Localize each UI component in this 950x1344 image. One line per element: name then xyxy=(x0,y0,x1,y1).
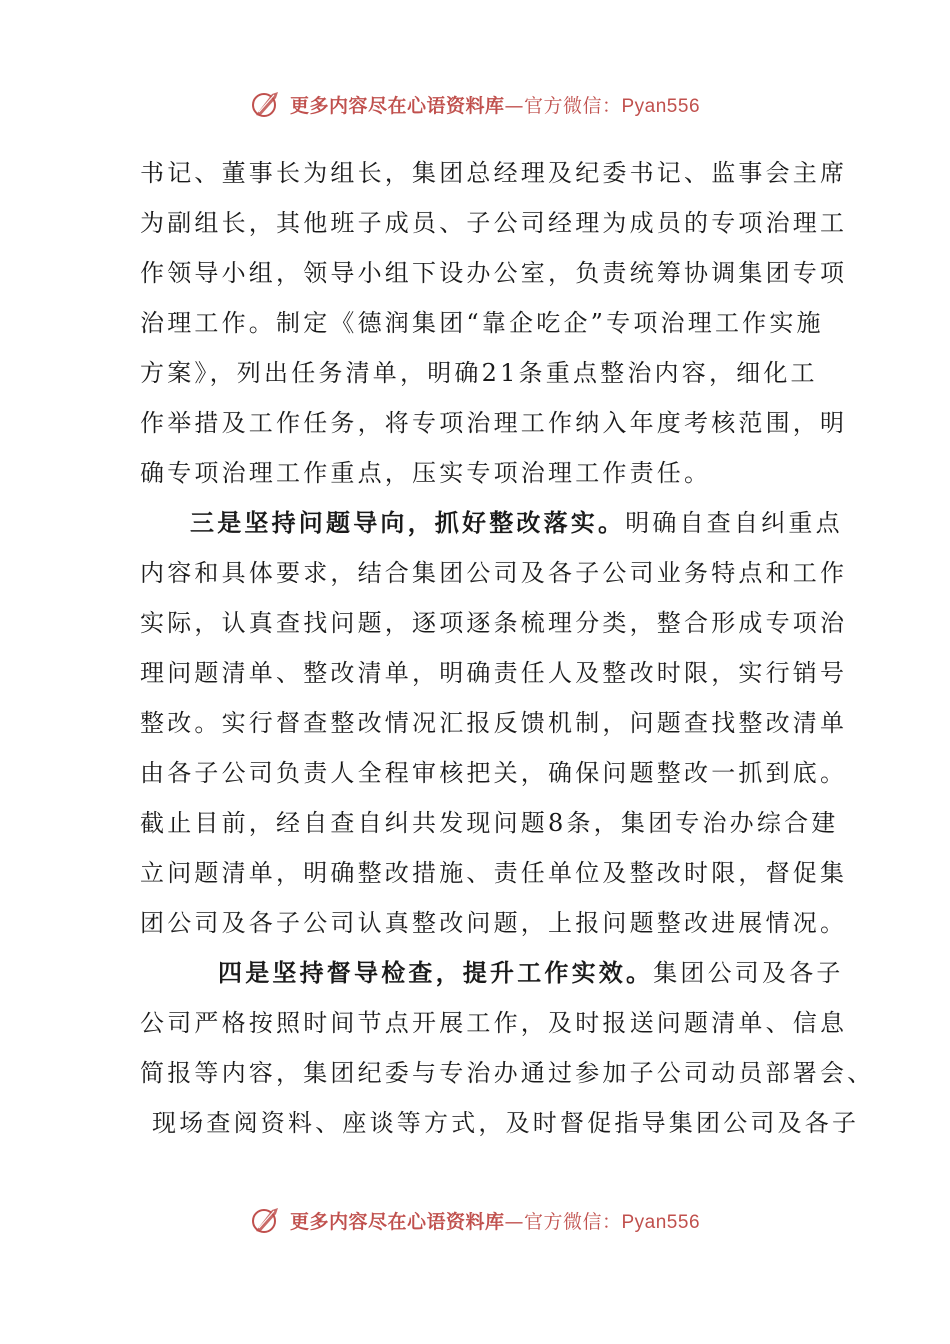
body-line-10: 实际，认真查找问题，逐项逐条梳理分类，整合形成专项治 xyxy=(140,609,848,637)
body-line-15: 立问题清单，明确整改措施、责任单位及整改时限，督促集 xyxy=(140,859,848,887)
watermark-contact-id: Pyan556 xyxy=(621,95,701,117)
body-line-3: 作领导小组，领导小组下设办公室，负责统筹协调集团专项 xyxy=(140,259,848,287)
watermark-separator: — xyxy=(504,94,524,117)
pen-quill-logo-icon xyxy=(250,88,282,120)
watermark-contact-id: Pyan556 xyxy=(621,1211,701,1233)
section-four-heading: 四是坚持督导检查，提升工作实效。 xyxy=(218,958,654,987)
body-line-5: 方案》，列出任务清单，明确21条重点整治内容，细化工 xyxy=(140,359,818,387)
body-line-9: 内容和具体要求，结合集团公司及各子公司业务特点和工作 xyxy=(140,559,848,587)
body-line-2: 为副组长，其他班子成员、子公司经理为成员的专项治理工 xyxy=(140,209,848,237)
body-line-18: 公司严格按照时间节点开展工作，及时报送问题清单、信息 xyxy=(140,1009,848,1037)
section-three-heading-line: 三是坚持问题导向，抓好整改落实。明确自查自纠重点 xyxy=(190,508,843,537)
watermark-header xyxy=(0,84,950,124)
body-line-11: 理问题清单、整改清单，明确责任人及整改时限，实行销号 xyxy=(140,659,848,687)
body-line-4: 治理工作。制定《德润集团“靠企吃企”专项治理工作实施 xyxy=(140,309,824,337)
watermark-separator: — xyxy=(504,1210,524,1233)
watermark-text xyxy=(290,91,700,118)
body-line-16: 团公司及各子公司认真整改问题，上报问题整改进展情况。 xyxy=(140,909,848,937)
body-line-13: 由各子公司负责人全程审核把关，确保问题整改一抓到底。 xyxy=(140,759,848,787)
section-four-heading-line: 四是坚持督导检查，提升工作实效。集团公司及各子 xyxy=(218,958,844,987)
document-body xyxy=(140,148,875,1148)
watermark-brand: 更多内容尽在心语资料库 xyxy=(289,1210,505,1233)
watermark-contact-label: 官方微信： xyxy=(523,94,622,117)
body-line-19: 简报等内容，集团纪委与专治办通过参加子公司动员部署会、 xyxy=(140,1059,875,1087)
watermark-text xyxy=(290,1207,700,1234)
watermark-contact-label: 官方微信： xyxy=(523,1210,622,1233)
body-line-20: 现场查阅资料、座谈等方式，及时督促指导集团公司及各子 xyxy=(152,1109,860,1137)
body-line-1: 书记、董事长为组长，集团总经理及纪委书记、监事会主席 xyxy=(140,159,848,187)
watermark-brand: 更多内容尽在心语资料库 xyxy=(289,94,505,117)
pen-quill-logo-icon xyxy=(250,1204,282,1236)
body-line-7: 确专项治理工作重点，压实专项治理工作责任。 xyxy=(140,459,712,487)
body-line-6: 作举措及工作任务，将专项治理工作纳入年度考核范围，明 xyxy=(140,409,848,437)
section-three-heading: 三是坚持问题导向，抓好整改落实。 xyxy=(190,508,626,537)
body-line-12: 整改。实行督查整改情况汇报反馈机制，问题查找整改清单 xyxy=(140,709,848,737)
body-line-14: 截止目前，经自查自纠共发现问题8条，集团专治办综合建 xyxy=(140,809,839,837)
watermark-footer xyxy=(0,1200,950,1240)
